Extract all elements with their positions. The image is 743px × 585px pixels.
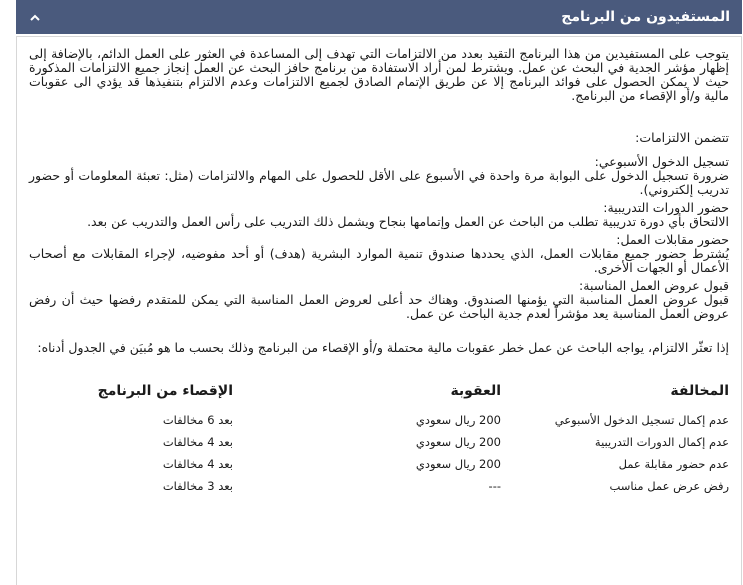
table-header-row (29, 383, 729, 413)
beneficiaries-panel (16, 0, 742, 585)
violation-cell: عدم إكمال تسجيل الدخول الأسبوعي (554, 413, 729, 427)
obligation-title: حضور مقابلات العمل: (616, 232, 729, 247)
exclusion-cell: بعد 4 مخالفات (162, 435, 233, 449)
warning-paragraph: إذا تعثّر الالتزام، يواجه الباحث عن عمل خطر عقوبات مالية محتملة و/أو الإقصاء من البرنامج وذلك بحسب ما هو مُبيَن في الجدول أدناه: (37, 340, 729, 355)
table-row (29, 479, 729, 501)
violation-cell: رفض عرض عمل مناسب (609, 479, 729, 493)
penalty-cell: --- (488, 479, 501, 493)
intro-paragraph: يتوجب على المستفيدين من هذا البرنامج التقيد بعدد من الالتزامات التي تهدف إلى المساعدة في العثور على العمل الدائم، بالإضافة إلى إظهار مؤشر الجدية في البحث عن عمل. ويشترط لمن أراد الاستفادة من برنامج حافز البحث عن العمل إنجاز جميع الالتزامات المذكورة حيث لا يمكن الحصول على فوائد البرنامج إلا عن طريق الإتمام الصادق لجميع الالتزامات وعدم الالتزام بتنفيذها قد يؤدي الى عقوبات مالية و/أو الإقصاء من البرنامج. (29, 46, 729, 103)
obligation-title: قبول عروض العمل المناسبة: (579, 278, 729, 293)
chevron-up-icon[interactable] (28, 10, 42, 24)
table-row (29, 435, 729, 457)
obligation-title: حضور الدورات التدريبية: (603, 200, 729, 215)
panel-header[interactable] (16, 0, 742, 34)
obligations-heading: تتضمن الالتزامات: (635, 130, 729, 145)
violation-cell: عدم حضور مقابلة عمل (618, 457, 729, 471)
exclusion-cell: بعد 3 مخالفات (162, 479, 233, 493)
column-header-exclusion: الإقصاء من البرنامج (97, 383, 233, 399)
table-row (29, 413, 729, 435)
column-header-violation: المخالفة (670, 383, 729, 399)
obligation-description: الالتحاق بأي دورة تدريبية تطلب من الباحث عن العمل وإتمامها بنجاح ويشمل ذلك التدريب على رأس العمل والتدريب عن بعد. (87, 214, 729, 229)
obligation-item (29, 279, 729, 321)
obligation-title: تسجيل الدخول الأسبوعي: (594, 154, 729, 169)
table-row (29, 457, 729, 479)
obligation-description: ضرورة تسجيل الدخول على البوابة مرة واحدة في الأسبوع على الأقل للحصول على المهام والالتزامات (مثل: تعبئة المعلومات أو حضور تدريب إلكتروني). (29, 168, 729, 197)
violation-cell: عدم إكمال الدورات التدريبية (594, 435, 729, 449)
penalty-cell: 200 ريال سعودي (415, 435, 501, 449)
exclusion-cell: بعد 6 مخالفات (162, 413, 233, 427)
column-header-penalty: العقوبة (450, 383, 501, 399)
penalty-cell: 200 ريال سعودي (415, 457, 501, 471)
panel-title: المستفيدون من البرنامج (561, 9, 730, 25)
penalty-cell: 200 ريال سعودي (415, 413, 501, 427)
obligation-description: قبول عروض العمل المناسبة التي يؤمنها الصندوق. وهناك حد أعلى لعروض العمل المناسبة التي يمكن للمتقدم رفضها حيث أن رفض عروض العمل المناسبة يعد مؤشراً لعدم جدية الباحث عن عمل. (29, 292, 729, 321)
panel-content (16, 36, 742, 585)
obligation-description: يُشترط حضور جميع مقابلات العمل، الذي يحددها صندوق تنمية الموارد البشرية (هدف) أو أحد مفوضيه، لإجراء المقابلات مع أصحاب الأعمال أو الجهات الأخرى. (29, 246, 729, 275)
penalties-table (29, 383, 729, 501)
obligation-item (29, 155, 729, 197)
obligation-item (29, 201, 729, 229)
obligation-item (29, 233, 729, 275)
exclusion-cell: بعد 4 مخالفات (162, 457, 233, 471)
